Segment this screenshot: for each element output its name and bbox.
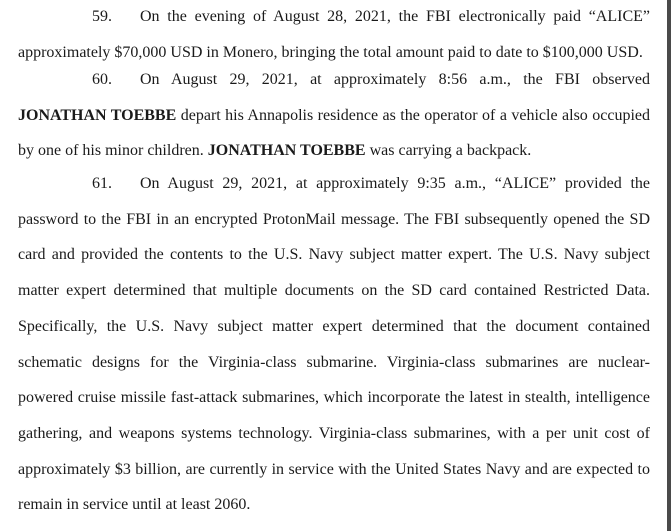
paragraph-number: 61.	[92, 175, 112, 192]
defendant-name: JONATHAN TOEBBE	[207, 142, 366, 160]
paragraph-text: was carrying a backpack.	[365, 142, 532, 160]
paragraph-number: 59.	[92, 8, 112, 25]
defendant-name: JONATHAN TOEBBE	[18, 106, 177, 124]
paragraph-number: 60.	[92, 71, 112, 88]
paragraph-61	[18, 166, 650, 523]
paragraph-text: On the evening of August 28, 2021, the FBI electronically paid “ALICE” approximately $70,000 USD in Monero, bringing the total amount paid to date to $100,000 USD.	[18, 8, 650, 61]
paragraph-text: On August 29, 2021, at approximately 8:56 a.m., the FBI observed	[140, 71, 650, 88]
paragraph-59	[18, 0, 650, 70]
page-edge-divider	[667, 0, 671, 531]
paragraph-60	[18, 62, 650, 169]
paragraph-text: depart his Annapolis residence as the operator of a vehicle also occupied by one of his minor children.	[18, 106, 650, 160]
paragraph-text: On August 29, 2021, at approximately 9:35 a.m., “ALICE” provided the password to the FBI in an encrypted ProtonMail message. The FBI subsequently opened the SD card and provided the contents to the U.S. Navy subject matter expert. The U.S. Navy subject matter expert determined that multiple documents on the SD card contained Restricted Data. Specifically, the U.S. Navy subject matter expert determined that the document contained schematic designs for the Virginia-class submarine. Virginia-class submarines are nuclear-powered cruise missile fast-attack submarines, which incorporate the latest in stealth, intelligence gathering, and weapons systems technology. Virginia-class submarines, with a per unit cost of approximately $3 billion, are currently in service with the United States Navy and are expected to remain in service until at least 2060.	[18, 175, 650, 514]
